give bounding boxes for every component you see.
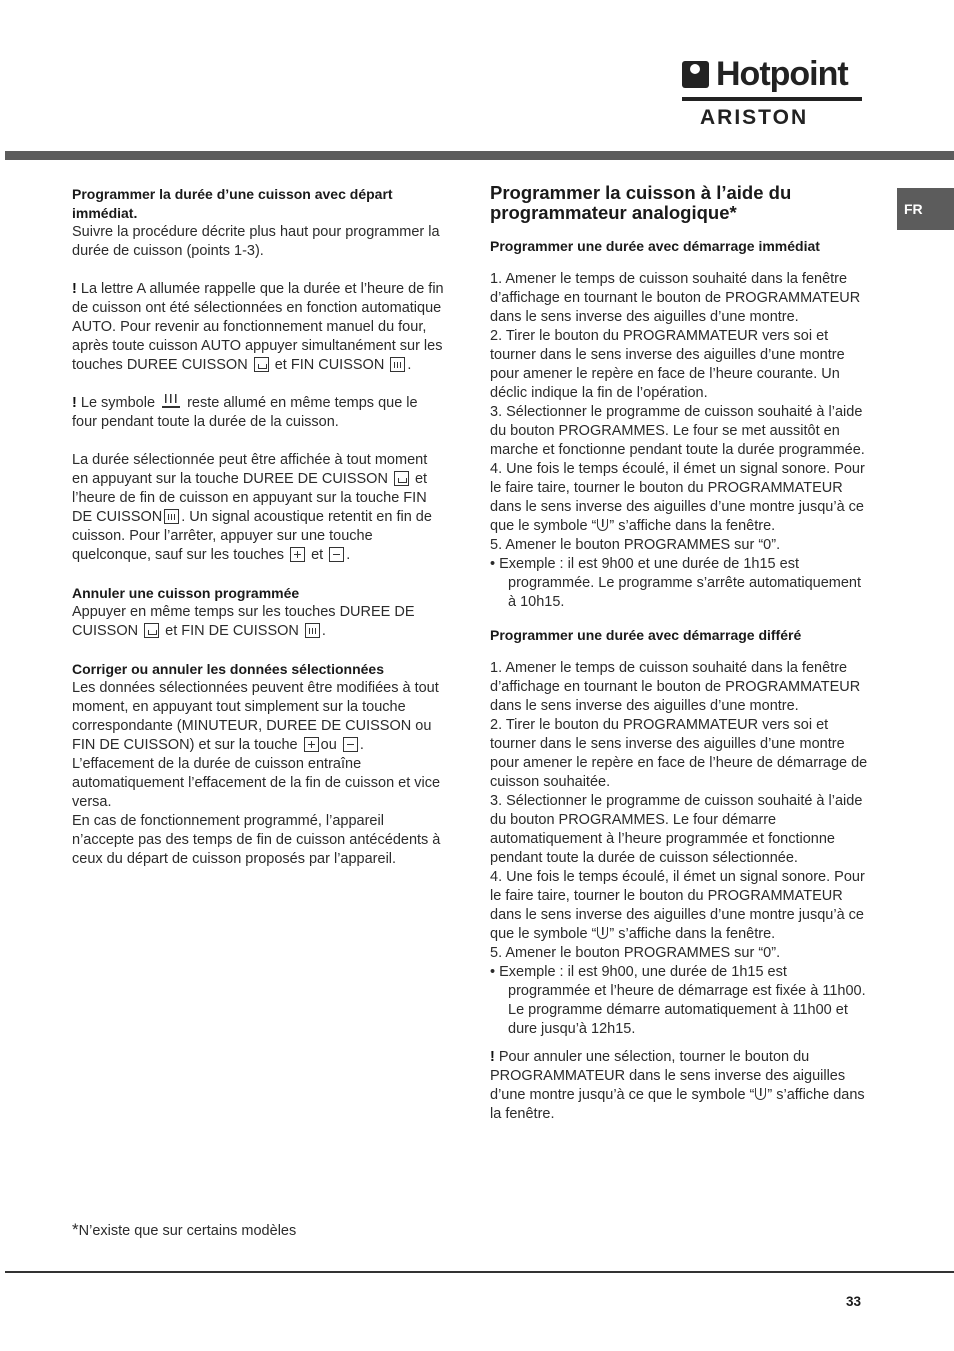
list-item-example: • Exemple : il est 9h00 et une durée de 1h15 est programmée. Le programme s’arrête automatiquement à 10h15. bbox=[490, 556, 861, 610]
list-item: 5. Amener le bouton PROGRAMMES sur “0”. bbox=[490, 537, 781, 553]
cooking-symbol-icon bbox=[162, 394, 180, 408]
section-title-immediate: Programmer la durée d’une cuisson avec départ immédiat. bbox=[72, 186, 393, 221]
plus-icon bbox=[290, 547, 305, 562]
logo-mark-icon bbox=[682, 61, 709, 88]
duree-cuisson-icon bbox=[394, 471, 409, 486]
hotpoint-ariston-logo bbox=[682, 54, 864, 130]
logo-rule bbox=[682, 97, 862, 101]
note-symbol: ! Le symbole reste allumé en même temps que le four pendant toute la durée de la cuisson. bbox=[72, 395, 418, 430]
list-item: 3. Sélectionner le programme de cuisson souhaité à l’aide du bouton PROGRAMMES. Le four se met aussitôt en marche et fonctionne pendant toute la durée programmée. bbox=[490, 404, 865, 458]
note-auto: ! La lettre A allumée rappelle que la durée et l’heure de fin de cuisson ont été sélectionnées en fonction automatique AUTO. Pour revenir au fonctionnement manuel du four, après toute cuisson AUTO appuyer simultanément sur les touches DUREE CUISSON et FIN CUISSON . bbox=[72, 281, 444, 373]
logo-brand-text: Hotpoint bbox=[716, 54, 848, 93]
right-column bbox=[490, 183, 868, 1124]
plus-icon bbox=[304, 737, 319, 752]
duree-cuisson-icon bbox=[144, 623, 159, 638]
exclamation-mark: ! bbox=[72, 281, 77, 297]
left-column bbox=[72, 185, 444, 869]
fin-cuisson-icon bbox=[164, 509, 179, 524]
section-title-correct: Corriger ou annuler les données sélectionnées bbox=[72, 661, 384, 677]
paragraph: Suivre la procédure décrite plus haut pour programmer la durée de cuisson (points 1-3). bbox=[72, 224, 440, 259]
list-item: 4. Une fois le temps écoulé, il émet un signal sonore. Pour le faire taire, tourner le bouton du PROGRAMMATEUR dans le sens inverse des aiguilles d’une montre jusqu’à ce que le symbole “ ” s’affiche dans la fenêtre. bbox=[490, 869, 865, 942]
header-bar bbox=[5, 151, 954, 160]
duree-cuisson-icon bbox=[254, 357, 269, 372]
list-item: 1. Amener le temps de cuisson souhaité dans la fenêtre d’affichage en tournant le bouton de PROGRAMMATEUR dans le sens inverse des aiguilles d’une montre. bbox=[490, 660, 861, 714]
list-item-example: • Exemple : il est 9h00, une durée de 1h15 est programmée et l’heure de démarrage est fixée à 11h00. Le programme démarre automatiquement à 11h00 et dure jusqu’à 12h15. bbox=[490, 964, 866, 1037]
footnote-text: N’existe que sur certains modèles bbox=[78, 1223, 297, 1239]
knob-symbol-icon bbox=[597, 927, 608, 939]
list-item: 2. Tirer le bouton du PROGRAMMATEUR vers soi et tourner dans le sens inverse des aiguilles d’une montre pour amener le repère en face de l’heure de démarrage de cuisson souhaitée. bbox=[490, 717, 868, 790]
subheading-immediate: Programmer une durée avec démarrage immédiat bbox=[490, 238, 820, 254]
fin-cuisson-icon bbox=[305, 623, 320, 638]
paragraph-display: La durée sélectionnée peut être affichée à tout moment en appuyant sur la touche DUREE DE CUISSON et l’heure de fin de cuisson en appuyant sur la touche FIN DE CUISSON . Un signal acoustique retentit en fin de cuisson. Pour l’arrêter, appuyer sur une touche quelconque, sauf sur les touches et . bbox=[72, 452, 432, 563]
logo-sub-text: ARISTON bbox=[700, 106, 809, 129]
paragraph: L’effacement de la durée de cuisson entraîne automatiquement l’effacement de la fin de cuisson et vice versa. bbox=[72, 756, 441, 810]
minus-icon bbox=[343, 737, 358, 752]
paragraph-correct: Les données sélectionnées peuvent être modifiées à tout moment, en appuyant tout simplement sur la touche correspondante (MINUTEUR, DUREE DE CUISSON ou FIN DE CUISSON) et sur la touche ou . bbox=[72, 680, 439, 753]
subheading-delayed: Programmer une durée avec démarrage différé bbox=[490, 627, 802, 643]
footer-rule bbox=[5, 1271, 954, 1273]
footnote-star: * bbox=[72, 1220, 79, 1239]
exclamation-mark: ! bbox=[72, 395, 77, 411]
page-number: 33 bbox=[846, 1294, 862, 1309]
minus-icon bbox=[329, 547, 344, 562]
list-item: 1. Amener le temps de cuisson souhaité dans la fenêtre d’affichage en tournant le bouton de PROGRAMMATEUR dans le sens inverse des aiguilles d’une montre. bbox=[490, 271, 861, 325]
logo-brand bbox=[682, 54, 848, 94]
section-heading-analog: Programmer la cuisson à l’aide du programmateur analogique* bbox=[490, 182, 792, 223]
paragraph: En cas de fonctionnement programmé, l’appareil n’accepte pas des temps de fin de cuisson antécédents à ceux du départ de cuisson proposés par l’appareil. bbox=[72, 813, 441, 867]
list-item: 4. Une fois le temps écoulé, il émet un signal sonore. Pour le faire taire, tourner le bouton du PROGRAMMATEUR dans le sens inverse des aiguilles d’une montre jusqu’à ce que le symbole “ ” s’affiche dans la fenêtre. bbox=[490, 461, 865, 534]
language-tab: FR bbox=[897, 188, 954, 230]
list-item: 5. Amener le bouton PROGRAMMES sur “0”. bbox=[490, 945, 781, 961]
list-item: 2. Tirer le bouton du PROGRAMMATEUR vers soi et tourner dans le sens inverse des aiguilles d’une montre pour amener le repère en face de l’heure courante. Un déclic indique la fin de l’opération. bbox=[490, 328, 845, 401]
note-cancel-selection: ! Pour annuler une sélection, tourner le bouton du PROGRAMMATEUR dans le sens inverse des aiguilles d’une montre jusqu’à ce que le symbole “ ” s’affiche dans la fenêtre. bbox=[490, 1049, 865, 1122]
list-item: 3. Sélectionner le programme de cuisson souhaité à l’aide du bouton PROGRAMMES. Le four démarre automatiquement à l’heure programmée et fonctionne pendant toute la durée de cuisson sélectionnée. bbox=[490, 793, 863, 866]
fin-cuisson-icon bbox=[390, 357, 405, 372]
paragraph-cancel: Appuyer en même temps sur les touches DUREE DE CUISSON et FIN DE CUISSON . bbox=[72, 604, 415, 639]
footnote bbox=[72, 1220, 296, 1241]
knob-symbol-icon bbox=[597, 519, 608, 531]
knob-symbol-icon bbox=[755, 1088, 766, 1100]
section-title-cancel: Annuler une cuisson programmée bbox=[72, 585, 300, 601]
exclamation-mark: ! bbox=[490, 1049, 495, 1065]
